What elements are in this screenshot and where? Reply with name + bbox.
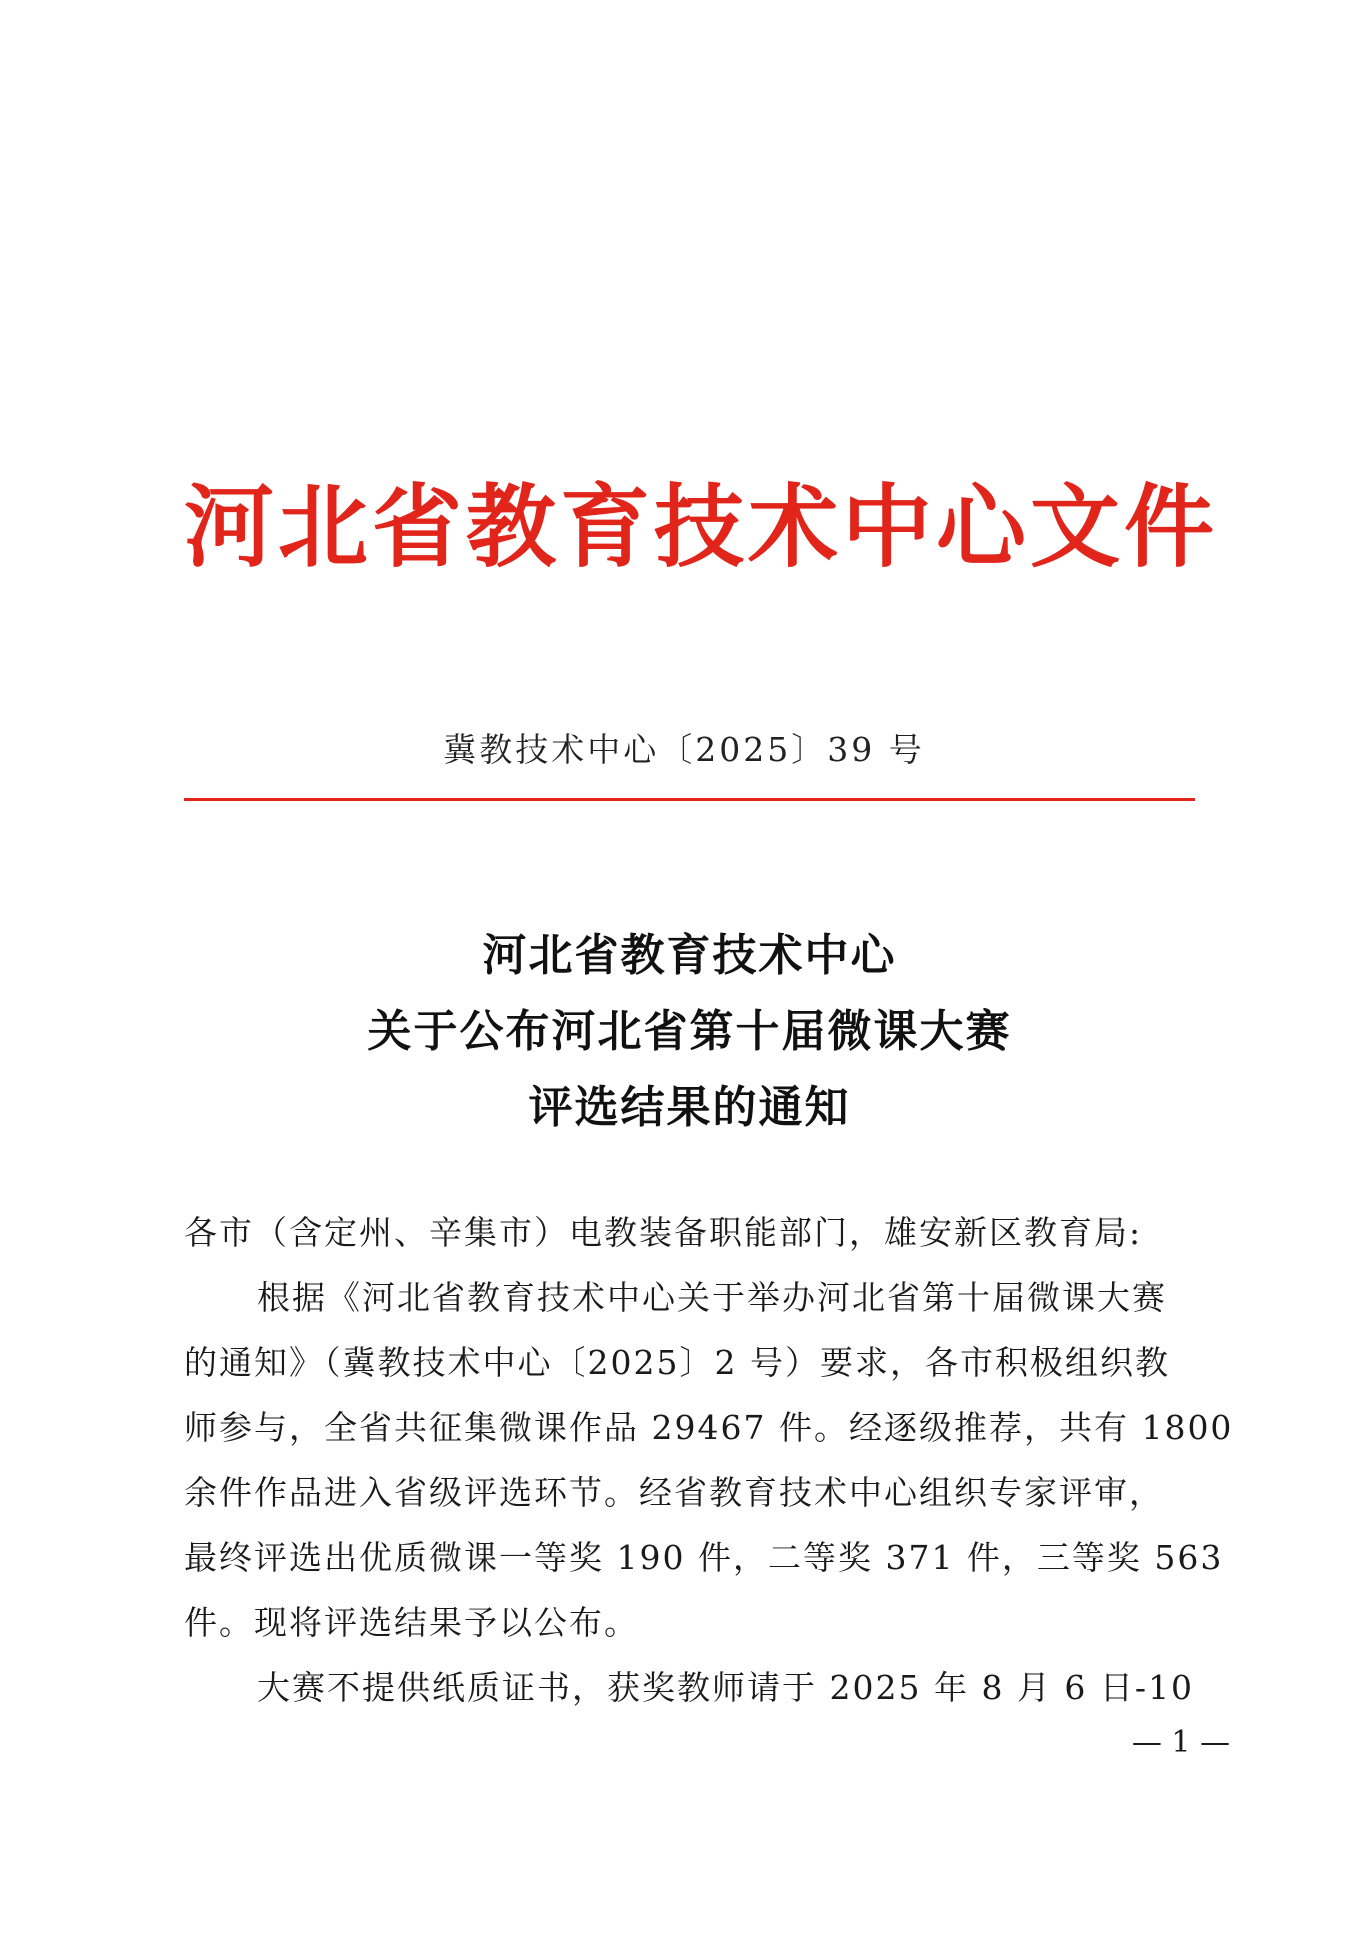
paragraph-1-line-6: 件。现将评选结果予以公布。 <box>184 1603 639 1642</box>
paragraph-1-line-5: 最终评选出优质微课一等奖 190 件，二等奖 371 件，三等奖 563 <box>184 1538 1224 1577</box>
title-line-2: 关于公布河北省第十届微课大赛 <box>367 1006 1012 1057</box>
page-number: — 1 — <box>1131 1725 1230 1760</box>
paragraph-1-line-2: 的通知》（冀教技术中心〔2025〕2 号）要求，各市积极组织教 <box>184 1343 1170 1382</box>
document-title <box>184 918 1195 1146</box>
document-number: 冀教技术中心〔2025〕39 号 <box>443 730 925 769</box>
paragraph-1-line-4: 余件作品进入省级评选环节。经省教育技术中心组织专家评审， <box>184 1473 1164 1512</box>
paragraph-1 <box>184 1265 1234 1655</box>
title-line-3: 评选结果的通知 <box>528 1082 851 1133</box>
paragraph-2-line-1: 大赛不提供纸质证书，获奖教师请于 2025 年 8 月 6 日-10 <box>257 1668 1195 1707</box>
salutation: 各市（含定州、辛集市）电教装备职能部门，雄安新区教育局: <box>184 1213 1143 1252</box>
title-line-1: 河北省教育技术中心 <box>482 930 897 981</box>
paragraph-1-line-3: 师参与，全省共征集微课作品 29467 件。经逐级推荐，共有 1800 <box>184 1408 1234 1447</box>
paragraph-1-line-1: 根据《河北省教育技术中心关于举办河北省第十届微课大赛 <box>257 1278 1167 1317</box>
red-divider-line <box>184 798 1195 801</box>
agency-red-header: 河北省教育技术中心文件 <box>184 474 1218 580</box>
paragraph-2 <box>184 1655 1195 1720</box>
